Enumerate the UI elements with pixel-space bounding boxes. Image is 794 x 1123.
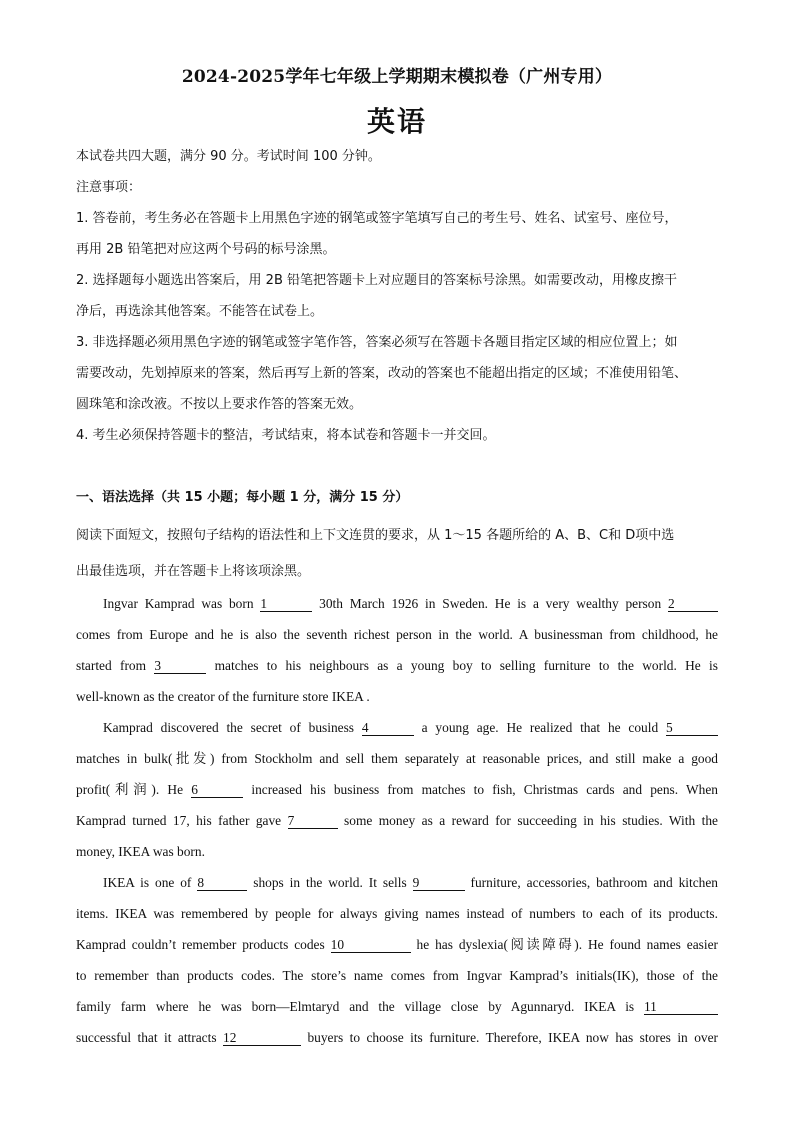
blank-8: 8 [197, 876, 247, 891]
blank-9: 9 [413, 876, 465, 891]
passage-line [76, 929, 718, 960]
notice-2-line-2: 净后，再选涂其他答案。不能答在试卷上。 [76, 304, 324, 319]
passage-text: Kamprad turned 17, his father gave [76, 813, 282, 828]
notice-1-line-1: 1. 答卷前，考生务必在答题卡上用黑色字迹的钢笔或签字笔填写自己的考生号、姓名、试室号、座位号， [76, 211, 678, 226]
passage-line [103, 588, 718, 619]
section-1-instruction-line-2: 出最佳选项，并在答题卡上将该项涂黑。 [76, 564, 311, 579]
passage-text: profit(利润). He [76, 782, 184, 797]
section-1-heading: 一、语法选择（共 15 小题；每小题 1 分，满分 15 分） [76, 490, 409, 505]
passage-line [76, 681, 718, 712]
passage-text: some money as a reward for succeeding in his studies. With the [344, 813, 718, 828]
notice-4-line-1: 4. 考生必须保持答题卡的整洁，考试结束，将本试卷和答题卡一并交回。 [76, 428, 496, 443]
passage-line [76, 774, 718, 805]
blank-10: 10 [331, 938, 411, 953]
passage-line [103, 712, 718, 743]
passage-text: matches in bulk(批发) from Stockholm and sell them separately at reasonable prices, and still make a good [76, 751, 718, 766]
passage-text: well-known as the creator of the furniture store IKEA . [76, 689, 370, 704]
blank-12: 12 [223, 1031, 301, 1046]
notice-3-line-3: 圆珠笔和涂改液。不按以上要求作答的答案无效。 [76, 397, 363, 412]
passage-text: Kamprad couldn’t remember products codes [76, 937, 325, 952]
passage-text: buyers to choose its furniture. Therefore, IKEA now has stores in over [307, 1030, 718, 1045]
passage-line [76, 991, 718, 1022]
passage-text: started from [76, 658, 147, 673]
notice-2-line-1: 2. 选择题每小题选出答案后，用 2B 铅笔把答题卡上对应题目的答案标号涂黑。如需要改动，用橡皮擦干 [76, 273, 677, 288]
passage-text: he has dyslexia(阅读障碍). He found names easier [416, 937, 718, 952]
blank-7: 7 [288, 814, 338, 829]
blank-11: 11 [644, 1000, 718, 1015]
passage-text: IKEA is one of [103, 875, 192, 890]
passage-line [76, 650, 718, 681]
passage-text: 30th March 1926 in Sweden. He is a very wealthy person [319, 596, 662, 611]
blank-2: 2 [668, 597, 718, 612]
passage-line [76, 619, 718, 650]
passage-text: increased his business from matches to fish, Christmas cards and pens. When [251, 782, 718, 797]
passage-text: Kamprad discovered the secret of business [103, 720, 355, 735]
passage-line [76, 743, 718, 774]
passage-text: successful that it attracts [76, 1030, 217, 1045]
notice-3-line-2: 需要改动，先划掉原来的答案，然后再写上新的答案，改动的答案也不能超出指定的区域；不准使用铅笔、 [76, 366, 688, 381]
section-1-instruction-line-1: 阅读下面短文，按照句子结构的语法性和上下文连贯的要求，从 1～15 各题所给的 A、B、C和 D项中选 [76, 528, 675, 543]
blank-1: 1 [260, 597, 312, 612]
passage-text: furniture, accessories, bathroom and kitchen [470, 875, 718, 890]
passage-text: to remember than products codes. The store’s name comes from Ingvar Kamprad’s initials(IK), those of the [76, 968, 718, 983]
blank-5: 5 [666, 721, 718, 736]
passage-text: a young age. He realized that he could [421, 720, 659, 735]
notice-heading: 注意事项： [76, 180, 142, 195]
passage-text: matches to his neighbours as a young boy to selling furniture to the world. He is [214, 658, 718, 673]
exam-title: 2024-2025学年七年级上学期期末模拟卷（广州专用） [181, 67, 613, 87]
passage-text: shops in the world. It sells [253, 875, 407, 890]
passage-text: money, IKEA was born. [76, 844, 205, 859]
blank-6: 6 [191, 783, 243, 798]
passage-text: Ingvar Kamprad was born [103, 596, 254, 611]
blank-3: 3 [154, 659, 206, 674]
passage-line [76, 836, 718, 867]
passage-line [76, 898, 718, 929]
passage-text: items. IKEA was remembered by people for always giving names instead of numbers to each of its products. [76, 906, 718, 921]
exam-info: 本试卷共四大题，满分 90 分。考试时间 100 分钟。 [76, 149, 381, 164]
passage-line [103, 867, 718, 898]
passage-line [76, 805, 718, 836]
subject-title: 英语 [366, 105, 427, 138]
notice-3-line-1: 3. 非选择题必须用黑色字迹的钢笔或签字笔作答，答案必须写在答题卡各题目指定区域的相应位置上；如 [76, 335, 678, 350]
notice-1-line-2: 再用 2B 铅笔把对应这两个号码的标号涂黑。 [76, 242, 336, 257]
passage-line [76, 1022, 718, 1053]
blank-4: 4 [362, 721, 414, 736]
passage-text: family farm where he was born—Elmtaryd and the village close by Agunnaryd. IKEA is [76, 999, 635, 1014]
passage-text: comes from Europe and he is also the seventh richest person in the world. A businessman from childhood, he [76, 627, 718, 642]
passage-line [76, 960, 718, 991]
